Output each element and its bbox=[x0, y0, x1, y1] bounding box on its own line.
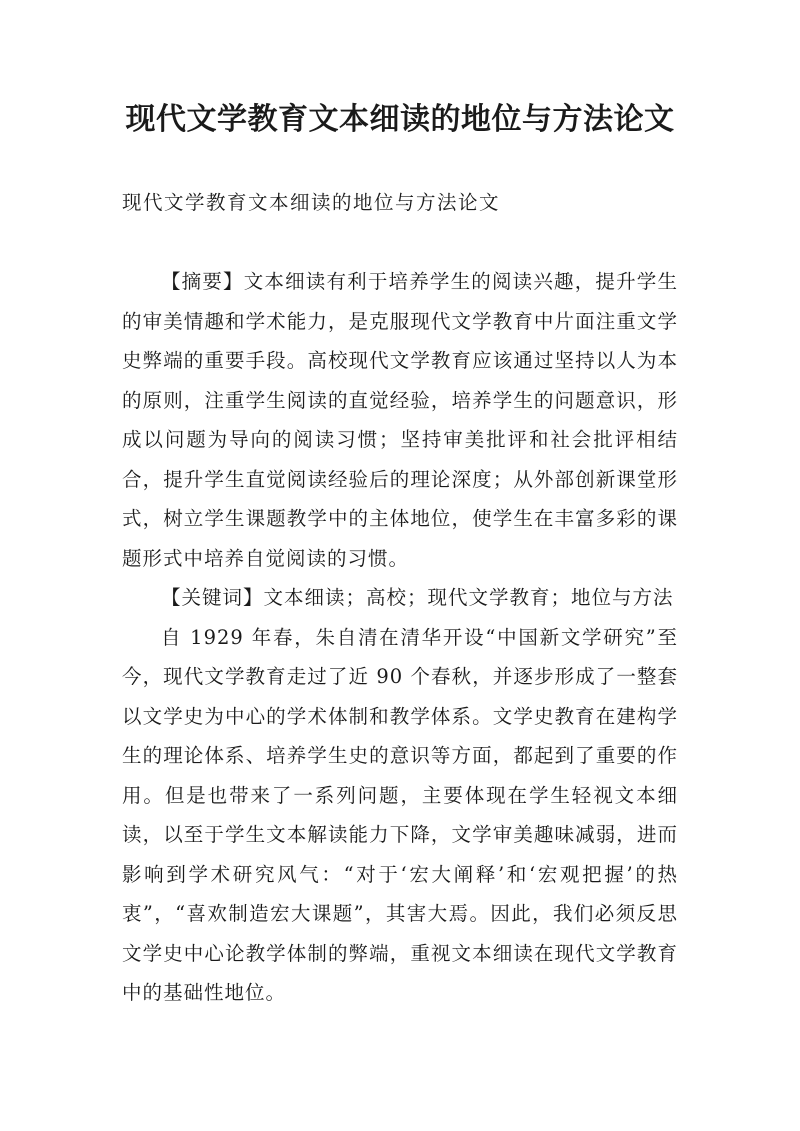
abstract-paragraph: 【摘要】文本细读有利于培养学生的阅读兴趣，提升学生的审美情趣和学术能力，是克服现代文学教育中片面注重文学史弊端的重要手段。高校现代文学教育应该通过坚持以人为本的原则，注重学生阅读的直觉经验，培养学生的问题意识，形成以问题为导向的阅读习惯；坚持审美批评和社会批评相结合，提升学生直觉阅读经验后的理论深度；从外部创新课堂形式，树立学生课题教学中的主体地位，使学生在丰富多彩的课题形式中培养自觉阅读的习惯。 bbox=[122, 270, 678, 570]
body-paragraph: 自 1929 年春，朱自清在清华开设“中国新文学研究”至今，现代文学教育走过了近 90 个春秋，并逐步形成了一整套以文学史为中心的学术体制和教学体系。文学史教育在建构学生的理论体系、培养学生史的意识等方面，都起到了重要的作用。但是也带来了一系列问题，主要体现在学生轻视文本细读，以至于学生文本解读能力下降，文学审美趣味减弱，进而影响到学术研究风气：“对于‘宏大阐释’和‘宏观把握’的热衷”，“喜欢制造宏大课题”，其害大焉。因此，我们必须反思文学史中心论教学体制的弊端，重视文本细读在现代文学教育中的基础性地位。 bbox=[122, 625, 678, 1004]
document-title: 现代文学教育文本细读的地位与方法论文 bbox=[125, 102, 675, 137]
document-body bbox=[122, 186, 678, 1013]
keywords-paragraph: 【关键词】文本细读；高校；现代文学教育；地位与方法 bbox=[161, 586, 674, 609]
document-subtitle: 现代文学教育文本细读的地位与方法论文 bbox=[122, 191, 501, 214]
